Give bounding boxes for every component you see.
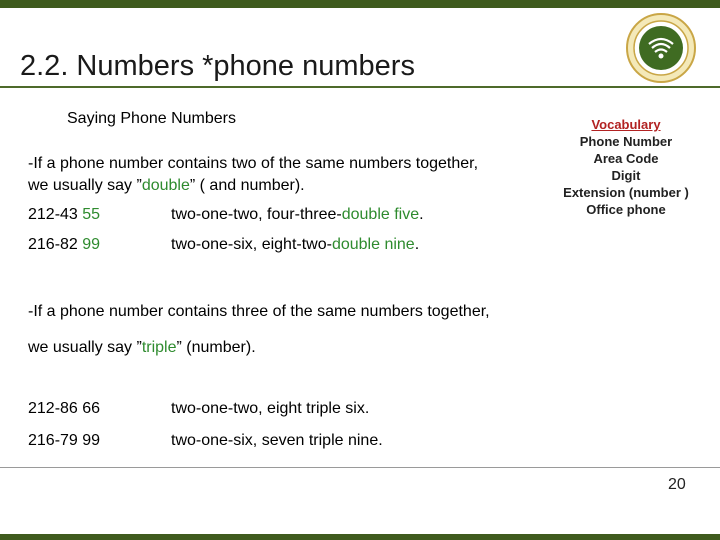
university-seal-icon bbox=[625, 12, 697, 84]
vocabulary-item: Extension (number ) bbox=[563, 185, 689, 200]
slide-title: 2.2. Numbers *phone numbers bbox=[20, 50, 415, 82]
triple-rule-line2: we usually say ”triple” (number). bbox=[28, 339, 256, 356]
title-divider bbox=[0, 86, 720, 88]
page-number: 20 bbox=[668, 476, 686, 493]
double-rule-line2: we usually say ”double” ( and number). bbox=[28, 177, 305, 194]
triple-keyword: triple bbox=[141, 339, 177, 356]
spoken-form: two-one-six, eight-two-double nine. bbox=[171, 236, 420, 253]
double-rule-paragraph bbox=[28, 153, 478, 197]
subheading: Saying Phone Numbers bbox=[67, 110, 236, 127]
spoken-form: two-one-two, eight triple six. bbox=[171, 400, 370, 417]
phone-number: 212-43 55 bbox=[28, 206, 101, 223]
vocabulary-box bbox=[556, 116, 696, 218]
vocabulary-item: Digit bbox=[611, 168, 641, 183]
phone-number: 216-79 99 bbox=[28, 432, 101, 449]
vocabulary-item: Area Code bbox=[593, 151, 659, 166]
top-bar bbox=[0, 0, 720, 8]
vocabulary-title: Vocabulary bbox=[591, 117, 661, 132]
phone-number: 216-82 99 bbox=[28, 236, 101, 253]
vocabulary-item: Phone Number bbox=[579, 134, 673, 149]
triple-rule-line1: -If a phone number contains three of the same numbers together, bbox=[28, 303, 490, 320]
bottom-bar bbox=[0, 534, 720, 540]
vocabulary-item: Office phone bbox=[586, 202, 666, 217]
spoken-form: two-one-two, four-three-double five. bbox=[171, 206, 424, 223]
double-keyword: double bbox=[141, 177, 190, 194]
footer-divider bbox=[0, 467, 720, 468]
phone-number: 212-86 66 bbox=[28, 400, 101, 417]
double-rule-line1: -If a phone number contains two of the same numbers together, bbox=[28, 155, 479, 172]
spoken-form: two-one-six, seven triple nine. bbox=[171, 432, 383, 449]
